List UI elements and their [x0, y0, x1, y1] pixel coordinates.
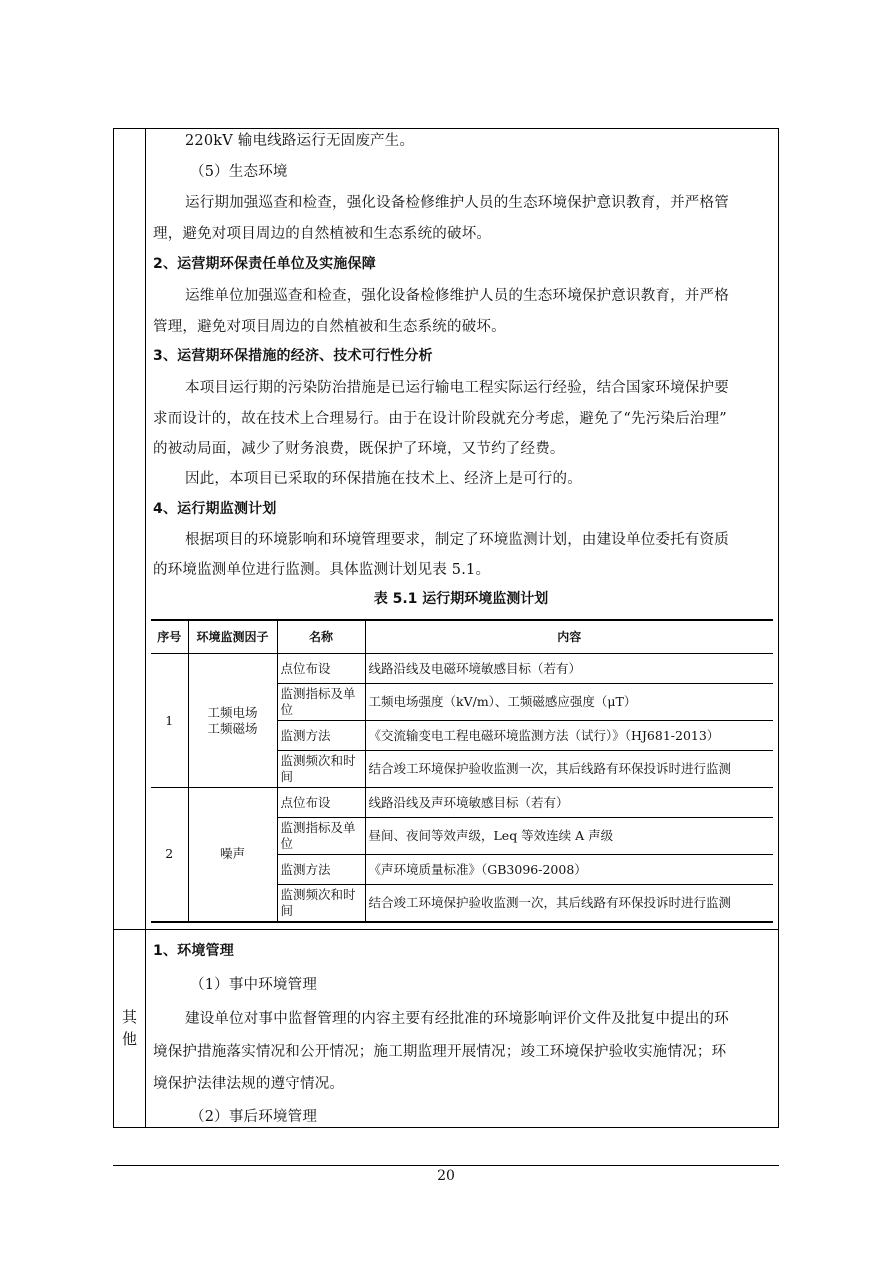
- item-name: 监测方法: [277, 721, 365, 751]
- table-row: [151, 654, 773, 684]
- body-line: 理，避免对项目周边的自然植被和生态系统的破坏。: [153, 226, 492, 242]
- header-no: 序号: [151, 620, 188, 654]
- section-heading: 4、运行期监测计划: [153, 501, 277, 517]
- item-name: 监测指标及单位: [277, 684, 365, 721]
- left-column-divider: [145, 129, 146, 1127]
- item-content: 《交流输变电工程电磁环境监测方法（试行）》（HJ681-2013）: [365, 721, 773, 751]
- body-line: 境保护法律法规的遵守情况。: [153, 1076, 345, 1092]
- factor-text: 工频电场: [207, 704, 258, 720]
- subheading: （5）生态环境: [190, 164, 288, 180]
- body-line: 管理，避免对项目周边的自然植被和生态系统的破坏。: [153, 319, 506, 335]
- footer-rule: [113, 1165, 779, 1166]
- subheading: （1）事中环境管理: [190, 977, 318, 993]
- body-line: 建设单位对事中监督管理的内容主要有经批准的环境影响评价文件及批复中提出的环: [185, 1011, 729, 1027]
- body-line: 求而设计的，故在技术上合理易行。由于在设计阶段就充分考虑，避免了“先污染后治理”: [153, 411, 727, 427]
- table-header-row: [151, 620, 773, 654]
- factor-text: 噪声: [219, 846, 245, 862]
- item-name: 监测方法: [277, 855, 365, 885]
- other-section-label: [114, 1006, 145, 1050]
- item-content: 结合竣工环境保护验收监测一次，其后线路有环保投诉时进行监测: [365, 885, 773, 922]
- item-content: 结合竣工环境保护验收监测一次，其后线路有环保投诉时进行监测: [365, 751, 773, 788]
- monitoring-factor: [188, 654, 277, 788]
- body-line: 因此，本项目已采取的环保措施在技术上、经济上是可行的。: [185, 471, 582, 487]
- item-name: 监测指标及单位: [277, 818, 365, 855]
- section-heading: 2、运营期环保责任单位及实施保障: [153, 256, 376, 272]
- item-name: 点位布设: [277, 654, 365, 684]
- body-line: 本项目运行期的污染防治措施是已运行输电工程实际运行经验，结合国家环境保护要: [185, 380, 729, 396]
- table-row: [151, 788, 773, 818]
- section-heading: 3、运营期环保措施的经济、技术可行性分析: [153, 348, 433, 364]
- monitoring-factor: [188, 788, 277, 922]
- header-name: 名称: [277, 620, 365, 654]
- item-content: 《声环境质量标准》（GB3096-2008）: [365, 855, 773, 885]
- section-divider: [114, 929, 778, 930]
- body-line: 境保护措施落实情况和公开情况；施工期监理开展情况；竣工环境保护验收实施情况；环: [153, 1044, 727, 1060]
- side-label-char: 他: [121, 1030, 137, 1048]
- header-factor: 环境监测因子: [188, 620, 277, 654]
- body-line: 的环境监测单位进行监测。具体监测计划见表 5.1。: [153, 562, 491, 578]
- body-line: 运行期加强巡查和检查，强化设备检修维护人员的生态环境保护意识教育，并严格管: [185, 195, 729, 211]
- item-content: 昼间、夜间等效声级，Leq 等效连续 A 声级: [365, 818, 773, 855]
- section-heading: 1、环境管理: [153, 943, 234, 959]
- page-number: 20: [437, 1168, 455, 1184]
- row-number: 1: [151, 654, 188, 788]
- item-name: 监测频次和时间: [277, 885, 365, 922]
- body-line: 根据项目的环境影响和环境管理要求，制定了环境监测计划，由建设单位委托有资质: [185, 532, 729, 548]
- subheading: （2）事后环境管理: [190, 1109, 318, 1125]
- item-content: 线路沿线及电磁环境敏感目标（若有）: [365, 654, 773, 684]
- side-label-char: 其: [121, 1008, 137, 1026]
- body-line: 220kV 输电线路运行无固废产生。: [185, 133, 415, 149]
- monitoring-plan-table: [151, 619, 773, 923]
- body-line: 运维单位加强巡查和检查，强化设备检修维护人员的生态环境保护意识教育，并严格: [185, 288, 729, 304]
- factor-text: 工频磁场: [207, 720, 258, 736]
- item-content: 线路沿线及声环境敏感目标（若有）: [365, 788, 773, 818]
- table-caption: 表 5.1 运行期环境监测计划: [373, 591, 549, 607]
- row-number: 2: [151, 788, 188, 922]
- item-name: 点位布设: [277, 788, 365, 818]
- item-name: 监测频次和时间: [277, 751, 365, 788]
- item-content: 工频电场强度（kV/m）、工频磁感应强度（μT）: [365, 684, 773, 721]
- body-line: 的被动局面，减少了财务浪费，既保护了环境，又节约了经费。: [153, 441, 565, 457]
- header-content: 内容: [365, 620, 773, 654]
